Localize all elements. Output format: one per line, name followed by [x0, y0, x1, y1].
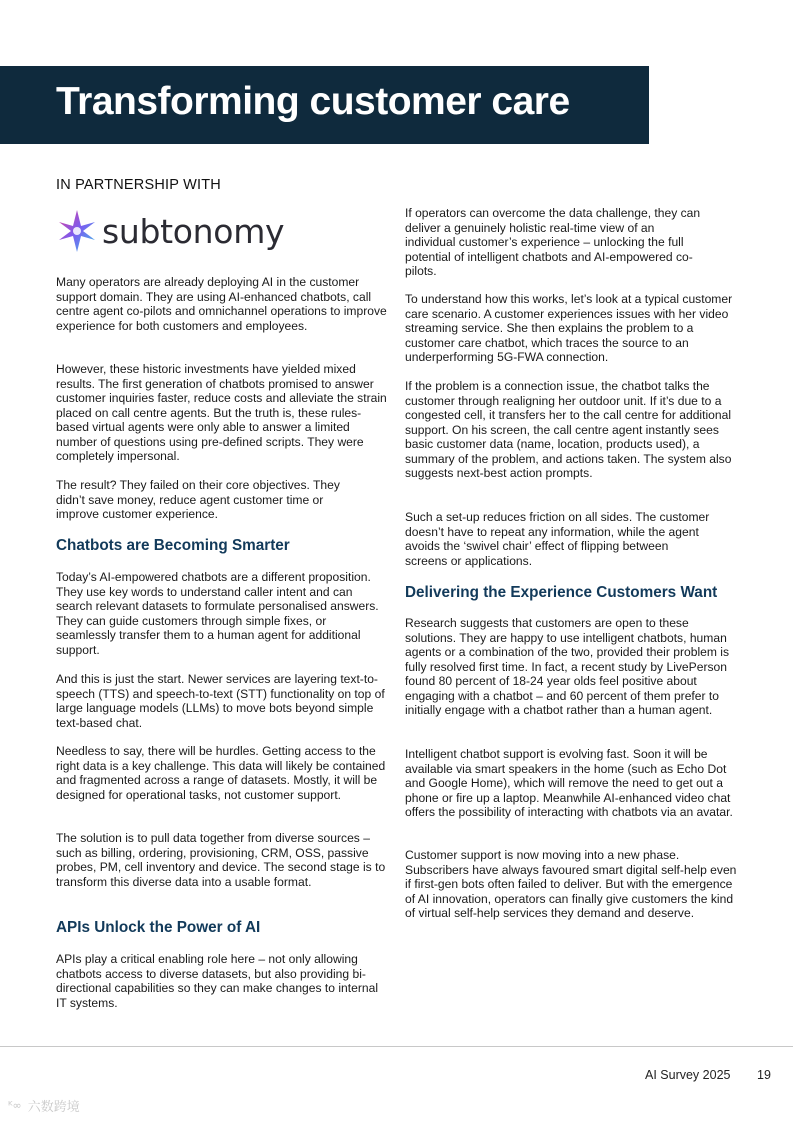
heading-apis: APIs Unlock the Power of AI [56, 919, 261, 936]
left-paragraph-6: Needless to say, there will be hurdles. Getting access to the right data is a key challenge. This data will likely be contained and fragmented across a range of datasets. Mostly, it will be designed for operational tasks, not customer support. [56, 744, 386, 802]
right-paragraph-2: To understand how this works, let’s look at a typical customer care scenario. A customer experiences issues with her video streaming service. She then explains the problem to a customer care chatbot, which traces the source to an underperforming 5G-FWA connection. [405, 292, 733, 364]
partner-label: IN PARTNERSHIP WITH [56, 177, 221, 193]
logo-wordmark: subtonomy [102, 211, 285, 251]
left-paragraph-5: And this is just the start. Newer services are layering text-to-speech (TTS) and speech-to-text (STT) functionality on top of large language models (LLMs) to move bots beyond simple text-based chat. [56, 672, 385, 730]
right-paragraph-1: If operators can overcome the data challenge, they can deliver a genuinely holistic real-time view of an individual customer’s experience – unlocking the full potential of intelligent chatbots and AI-empowered co-pilots. [405, 206, 701, 278]
left-paragraph-3: The result? They failed on their core objectives. They didn’t save money, reduce agent customer time or improve customer experience. [56, 478, 340, 521]
watermark-text: 六数跨境 [27, 1099, 80, 1114]
footer-publication: AI Survey 2025 [645, 1068, 731, 1082]
right-paragraph-3: If the problem is a connection issue, the chatbot talks the customer through realigning her outdoor unit. If it’s due to a congested cell, it transfers her to the call centre for additional support. On his screen, the call centre agent instantly sees basic customer data (name, location, products used), a summary of the problem, and actions taken. The system also suggests next-best action prompts. [405, 379, 732, 480]
left-paragraph-7: The solution is to pull data together from diverse sources – such as billing, ordering, provisioning, CRM, OSS, passive probes, PM, cell inventory and device. The second stage is to transform this diverse data into a usable format. [56, 831, 386, 889]
watermark-logo-icon: ᴷ∞ [8, 1099, 22, 1112]
left-paragraph-4: Today’s AI-empowered chatbots are a different proposition. They use key words to understand caller intent and can search relevant datasets to formulate personalised answers. They can guide customers through simple fixes, or seamlessly transfer them to a human agent for additional support. [56, 570, 379, 657]
subtonomy-star-icon [57, 208, 97, 254]
subtonomy-logo [57, 208, 284, 254]
right-paragraph-4: Such a set-up reduces friction on all sides. The customer doesn’t have to repeat any information, while the agent avoids the ‘swivel chair’ effect of flipping between screens or applications. [405, 510, 710, 568]
page-title: Transforming customer care [56, 80, 570, 123]
right-paragraph-6: Intelligent chatbot support is evolving fast. Soon it will be available via smart speakers in the home (such as Echo Dot and Google Home), which will remove the need to get out a phone or fire up a laptop. Meanwhile AI-enhanced video chat offers the possibility of interacting with chatbots via an avatar. [405, 747, 733, 819]
heading-delivering: Delivering the Experience Customers Want [405, 584, 718, 601]
heading-chatbots: Chatbots are Becoming Smarter [56, 537, 290, 554]
left-paragraph-8: APIs play a critical enabling role here – not only allowing chatbots access to diverse datasets, but also providing bi-directional capabilities so they can make changes to internal IT systems. [56, 952, 379, 1010]
right-paragraph-7: Customer support is now moving into a new phase. Subscribers have always favoured smart digital self-help even if first-gen bots often failed to deliver. But with the emergence of AI innovation, operators can finally give customers the kind of virtual self-help services they demand and deserve. [405, 848, 737, 920]
page-number: 19 [757, 1068, 771, 1082]
left-paragraph-1: Many operators are already deploying AI in the customer support domain. They are using AI-enhanced chatbots, call centre agent co-pilots and omnichannel operations to improve experience for both customers and employees. [56, 275, 387, 333]
watermark [8, 1096, 80, 1115]
left-paragraph-2: However, these historic investments have yielded mixed results. The first generation of chatbots promised to answer customer inquiries faster, reduce costs and alleviate the strain placed on call centre agents. But the truth is, these rules-based virtual agents were only able to answer a limited number of questions using pre-defined scripts. They were completely impersonal. [56, 362, 387, 463]
right-paragraph-5: Research suggests that customers are open to these solutions. They are happy to use intelligent chatbots, human agents or a combination of the two, provided their problem is fully resolved first time. In fact, a recent study by LivePerson found 80 percent of 18-24 year olds feel positive about engaging with a chatbot – and 60 percent of them prefer to initially engage with a chatbot rather than a human agent. [405, 616, 730, 717]
title-band [0, 66, 649, 144]
footer-divider [0, 1046, 793, 1047]
